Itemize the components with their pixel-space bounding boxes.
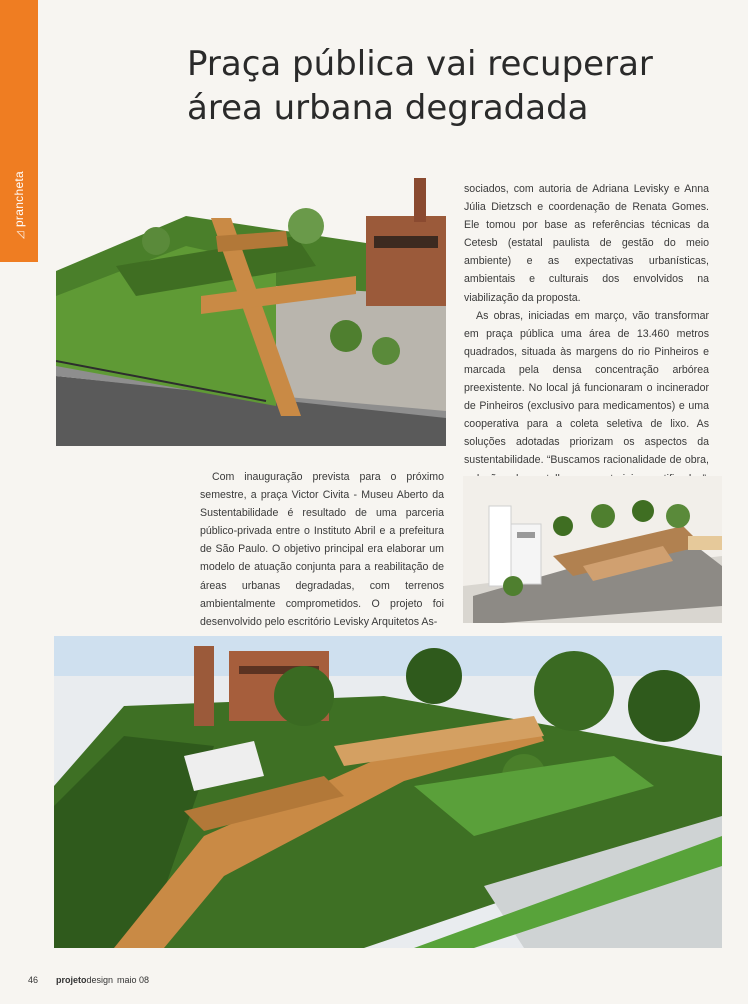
aerial-rendering-bottom: [54, 636, 722, 948]
title-line-1: Praça pública vai recuperar: [187, 44, 653, 84]
page-footer: [28, 975, 149, 985]
model-photo: [463, 476, 722, 623]
page-number: 46: [28, 975, 39, 985]
body-paragraph: Com inauguração prevista para o próximo semestre, a praça Victor Civita - Museu Aberto da Sustentabilidade é resultado de uma parceria público-privada entre o Instituto Abril e a prefeitura de São Paulo. O objetivo principal era elaborar um modelo de atuação conjunta para a reabilitação de áreas urbanas degradadas, com terrenos ambientalmente comprometidos. O projeto foi desenvolvido pelo escritório Levisky Arquitetos As-: [200, 471, 444, 628]
magazine-name-rest: design: [86, 975, 114, 985]
section-tab: [0, 0, 38, 262]
magazine-name-bold: projeto: [56, 975, 87, 985]
title-line-2: área urbana degradada: [187, 88, 589, 128]
article-title: [187, 42, 707, 130]
body-column-right: [464, 180, 709, 506]
triangle-icon: ◿: [15, 231, 26, 240]
body-paragraph: sociados, com autoria de Adriana Levisky e Anna Júlia Dietzsch e coordenação de Renata Gomes. Ele tomou por base as referências técnicas da Cetesb (estatal paulista de gestão do meio ambiente) e as expectativas urbanísticas, ambientais e culturais dos envolvidos na viabilização da proposta.: [464, 183, 709, 304]
body-paragraph: As obras, iniciadas em março, vão transformar em praça pública uma área de 13.460 metros quadrados, situada às margens do rio Pinheiros e marcada pela densa concentração arbórea preexistente. No local já funcionaram o incinerador de Pinheiros (exclusivo para medicamentos) e uma cooperativa para a coleta seletiva de lixo. As soluções adotadas priorizam os aspectos da sustentabilidade. “Buscamos racionalidade de obra,: [464, 309, 709, 467]
issue-date: maio 08: [117, 975, 150, 985]
aerial-rendering-top: [56, 176, 446, 446]
body-column-left: [200, 468, 444, 631]
section-label: ◿prancheta: [12, 170, 26, 240]
